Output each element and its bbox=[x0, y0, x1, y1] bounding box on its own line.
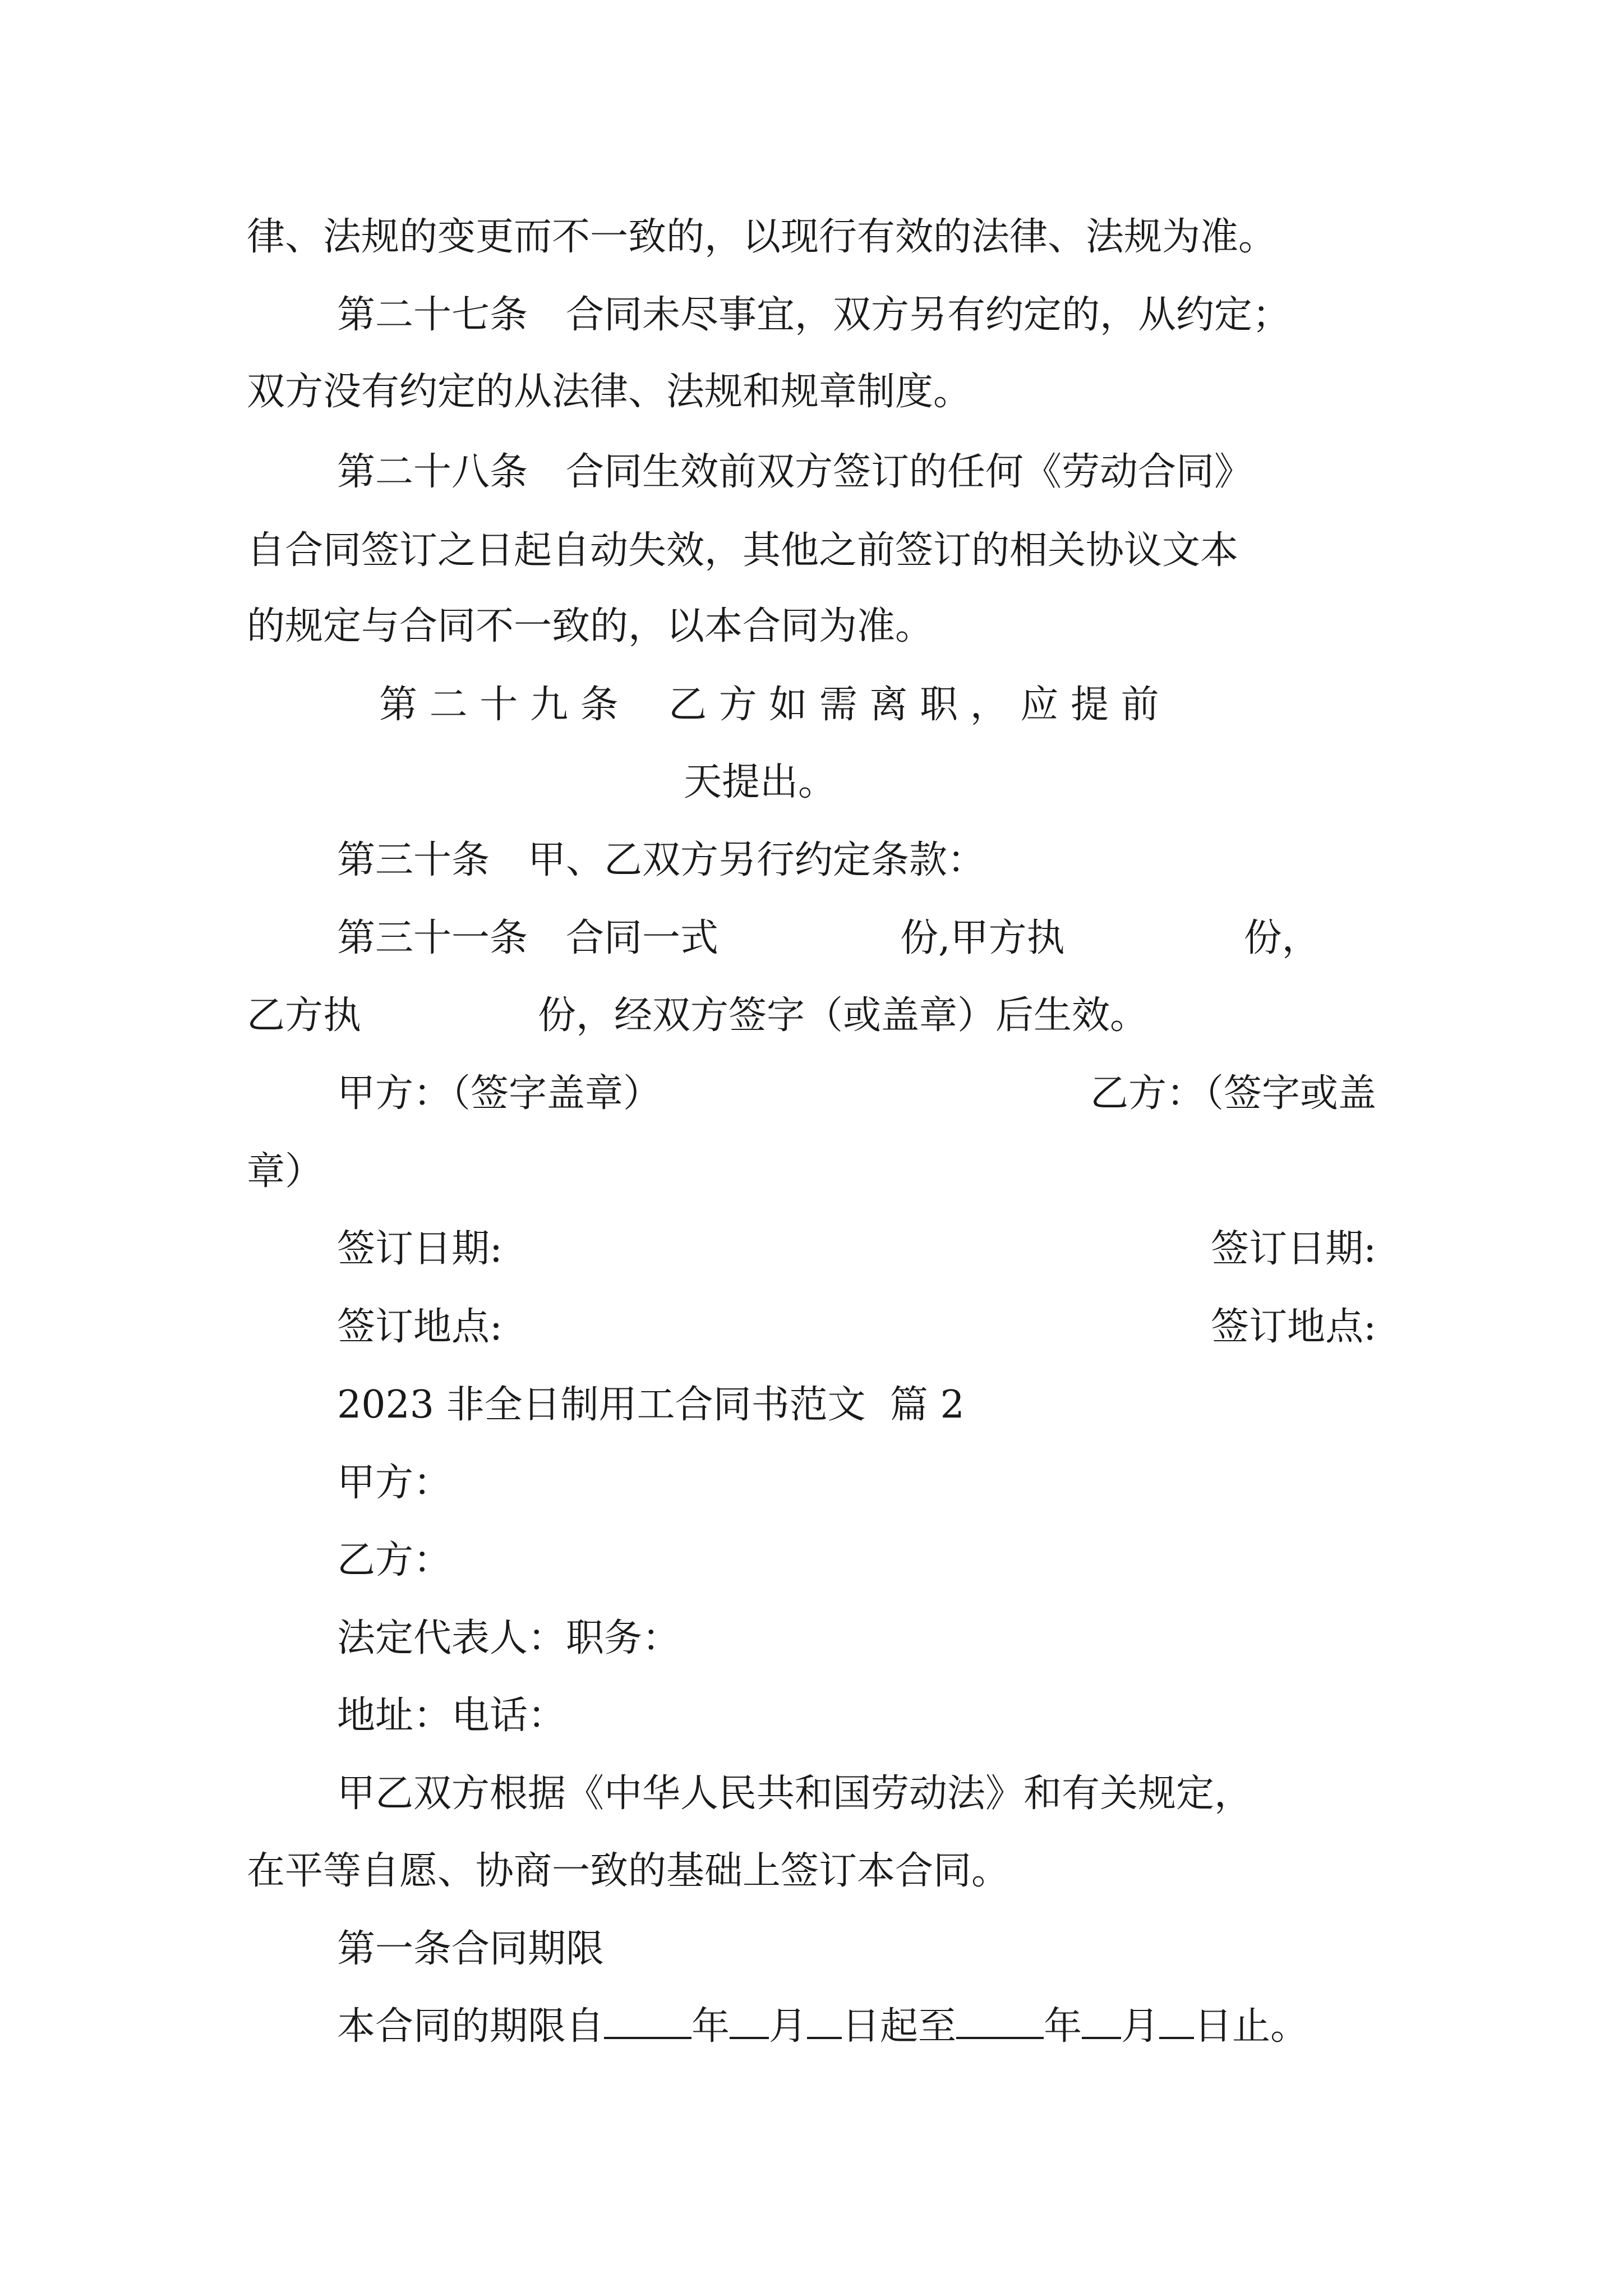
text-segment: 乙方执 bbox=[247, 993, 362, 1038]
article-30-line: 第三十条 甲、乙双方另行约定条款： bbox=[337, 838, 986, 882]
party-b-signature-label: 乙方：（签字或盖 bbox=[1090, 1071, 1376, 1116]
text-segment: 份,甲方执 bbox=[900, 916, 1065, 960]
article-29-line: 第 二 十 九 条 乙 方 如 需 离 职 ， 应 提 前 bbox=[379, 683, 1159, 727]
text-line: 在平等自愿、协商一致的基础上签订本合同。 bbox=[247, 1849, 1010, 1893]
text-segment: 月 bbox=[769, 2004, 808, 2049]
party-a-signature-label: 甲方：（签字盖章） bbox=[337, 1071, 662, 1116]
party-b-label: 乙方： bbox=[337, 1538, 452, 1582]
text-segment: 份，经双方签字（或盖章）后生效。 bbox=[538, 993, 1149, 1038]
text-line: 律、法规的变更而不一致的，以现行有效的法律、法规为准。 bbox=[247, 215, 1277, 259]
text-segment: 日止。 bbox=[1194, 2004, 1309, 2049]
article-28-line: 第二十八条 合同生效前双方签订的任何《劳动合同》 bbox=[337, 450, 1253, 494]
party-b-sign-date-label: 签订日期: bbox=[1211, 1227, 1376, 1271]
text-line: 双方没有约定的从法律、法规和规章制度。 bbox=[247, 370, 972, 414]
party-a-label: 甲方： bbox=[337, 1461, 452, 1505]
text-line bbox=[247, 977, 1148, 1054]
text-segment: 月 bbox=[1121, 2004, 1160, 2049]
text-segment: 本合同的期限自 bbox=[337, 2004, 605, 2049]
text-line: 自合同签订之日起自动失效，其他之前签订的相关协议文本 bbox=[247, 528, 1239, 573]
text-line: 的规定与合同不一致的，以本合同为准。 bbox=[247, 604, 934, 648]
party-b-sign-place-label: 签订地点: bbox=[1211, 1305, 1376, 1349]
year-blank bbox=[604, 2014, 691, 2039]
day-blank bbox=[807, 2014, 842, 2039]
text-segment: 份， bbox=[1243, 916, 1320, 960]
article-1-heading: 第一条合同期限 bbox=[337, 1927, 605, 1971]
section-heading: 2023 非全日制用工合同书范文 篇 2 bbox=[337, 1383, 965, 1427]
text-line: 天提出。 bbox=[684, 760, 837, 804]
day-blank bbox=[1159, 2014, 1194, 2039]
text-segment: 年 bbox=[691, 2004, 730, 2049]
text-segment: 日起至 bbox=[842, 2004, 957, 2049]
text-line: 章） bbox=[247, 1149, 324, 1194]
month-blank bbox=[1082, 2014, 1121, 2039]
year-blank bbox=[956, 2014, 1044, 2039]
preamble-line: 甲乙双方根据《中华人民共和国劳动法》和有关规定， bbox=[337, 1772, 1253, 1816]
address-phone-label: 地址：电话： bbox=[337, 1694, 566, 1738]
contract-term-line bbox=[337, 1988, 1308, 2065]
text-segment: 年 bbox=[1044, 2004, 1082, 2049]
legal-representative-label: 法定代表人：职务： bbox=[337, 1616, 681, 1660]
party-a-sign-place-label: 签订地点: bbox=[337, 1305, 502, 1349]
party-a-sign-date-label: 签订日期: bbox=[337, 1227, 502, 1271]
article-27-line: 第二十七条 合同未尽事宜，双方另有约定的，从约定； bbox=[337, 293, 1291, 337]
article-31-line bbox=[337, 900, 1320, 977]
month-blank bbox=[730, 2014, 769, 2039]
text-segment: 第三十一条 合同一式 bbox=[337, 916, 719, 960]
